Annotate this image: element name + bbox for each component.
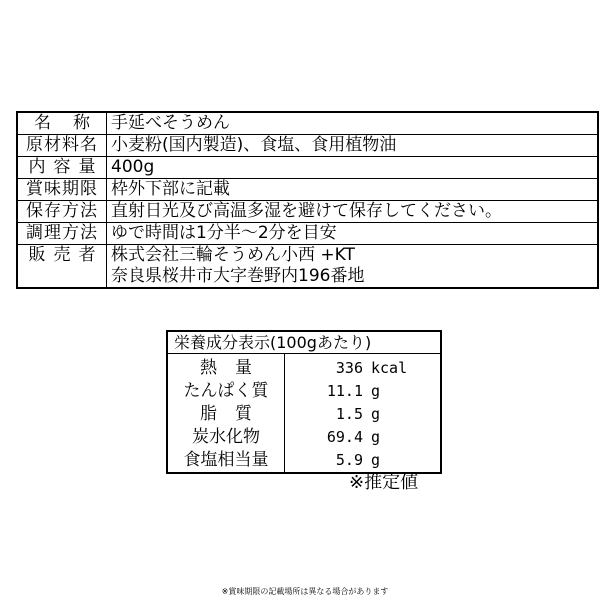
label-key-text: 保存方法 [26,201,98,221]
nutrition-key-text: 炭水化物 [192,427,260,447]
label-value-seller [107,245,599,289]
nutrition-value-protein [285,380,442,403]
nutrition-key-protein [167,380,285,403]
nutrition-unit: kcal [371,359,408,377]
label-value-text: ゆで時間は1分半～2分を目安 [111,223,337,243]
nutrition-amount: 11.1 [326,382,363,400]
nutrition-amount: 336 [335,359,363,377]
label-value-content-amount [107,157,599,179]
label-row-ingredients [17,135,598,157]
label-value-best-before [107,179,599,201]
nutrition-key-salt [167,449,285,473]
nutrition-unit: g [371,382,381,400]
label-key-cooking [17,223,107,245]
label-key-seller [17,245,107,289]
label-key-text: 販売者 [28,245,104,265]
nutrition-unit: g [371,405,381,423]
seller-address: 奈良県桜井市大字巻野内196番地 [111,266,365,286]
label-value-text: 400g [111,157,155,177]
label-value-ingredients [107,135,599,157]
label-key-text: 内容量 [28,157,104,177]
label-value-text: 直射日光及び高温多湿を避けて保存してください。 [111,201,502,221]
product-label-table [16,111,599,289]
nutrition-header: 栄養成分表示(100gあたり) [167,331,441,354]
nutrition-key-text: 脂質 [200,404,270,424]
nutrition-key-fat [167,403,285,426]
nutrition-key-carbohydrate [167,426,285,449]
nutrition-value-carbohydrate [285,426,442,449]
nutrition-key-energy [167,354,285,381]
nutrition-row-fat [167,403,441,426]
nutrition-key-text: 熱量 [200,358,270,378]
nutrition-value-energy [285,354,442,381]
nutrition-unit: g [371,451,381,469]
nutrition-amount: 1.5 [335,405,363,423]
label-row-seller [17,245,598,289]
label-row-best-before [17,179,598,201]
nutrition-value-salt [285,449,442,473]
label-key-text: 賞味期限 [26,179,98,199]
best-before-footnote: ※賞味期限の記載場所は異なる場合があります [221,587,389,596]
nutrition-key-text: 食塩相当量 [183,450,269,470]
label-key-text: 調理方法 [26,223,98,243]
label-key-text: 名称 [34,113,112,133]
label-key-content-amount [17,157,107,179]
nutrition-row-energy [167,354,441,381]
label-value-text: 枠外下部に記載 [111,179,230,199]
label-key-name [17,112,112,135]
label-row-name [17,112,598,135]
seller-company-name: 株式会社三輪そうめん小西 +KT [111,245,355,265]
label-key-best-before [17,179,107,201]
nutrition-facts [166,330,442,474]
label-key-storage [17,201,107,223]
nutrition-unit: g [371,428,381,446]
label-row-content-amount [17,157,598,179]
nutrition-row-carbohydrate [167,426,441,449]
estimate-note: ※推定値 [349,472,419,493]
label-key-ingredients [17,135,107,157]
label-row-storage [17,201,598,223]
nutrition-row-salt [167,449,441,473]
label-key-text: 原材料名 [26,135,98,155]
nutrition-amount: 5.9 [335,451,363,469]
nutrition-key-text: たんぱく質 [183,381,269,401]
label-value-text: 手延べそうめん [111,113,230,133]
nutrition-table [166,330,442,474]
label-row-cooking [17,223,598,245]
nutrition-row-protein [167,380,441,403]
nutrition-amount: 69.4 [326,428,363,446]
nutrition-value-fat [285,403,442,426]
label-value-cooking [107,223,599,245]
label-value-storage [107,201,599,223]
label-value-text: 小麦粉(国内製造)、食塩、食用植物油 [111,135,397,155]
label-value-name [107,112,599,135]
